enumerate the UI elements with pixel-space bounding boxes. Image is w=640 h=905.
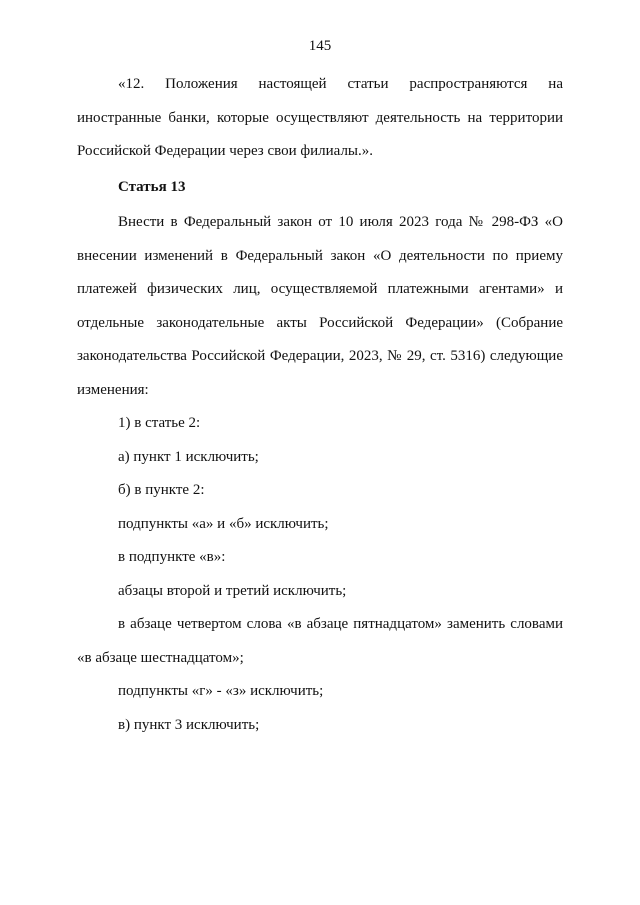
list-item: 1) в статье 2: — [118, 415, 201, 431]
list-item: в абзаце четвертом слова «в абзаце пятнадцатом» заменить словами «в абзаце шестнадцатом»; — [77, 616, 563, 666]
list-item: б) в пункте 2: — [118, 482, 205, 498]
list-item: в) пункт 3 исключить; — [118, 716, 260, 733]
list-item: а) пункт 1 исключить; — [118, 448, 259, 465]
document-body — [77, 68, 563, 742]
list-item: подпункты «г» - «з» исключить; — [118, 683, 324, 699]
list-item: абзацы второй и третий исключить; — [118, 582, 347, 599]
list-item: подпункты «а» и «б» исключить; — [118, 515, 329, 532]
paragraph-article-13-intro: Внести в Федеральный закон от 10 июля 2023 года № 298-ФЗ «О внесении изменений в Федеральный закон «О деятельности по приему платежей физических лиц, осуществляемой платежными агентами» и отдельные законодательные акты Российской Федерации» (Собрание законодательства Российской Федерации, 2023, № 29, ст. 5316) следующие изменения: — [77, 214, 563, 398]
page-number: 145 — [308, 38, 332, 54]
paragraph-clause-12: «12. Положения настоящей статьи распространяются на иностранные банки, которые осуществляют деятельность на территории Российской Федерации через свои филиалы.». — [77, 76, 563, 159]
list-item: в подпункте «в»: — [118, 549, 226, 565]
article-heading: Статья 13 — [118, 178, 186, 195]
